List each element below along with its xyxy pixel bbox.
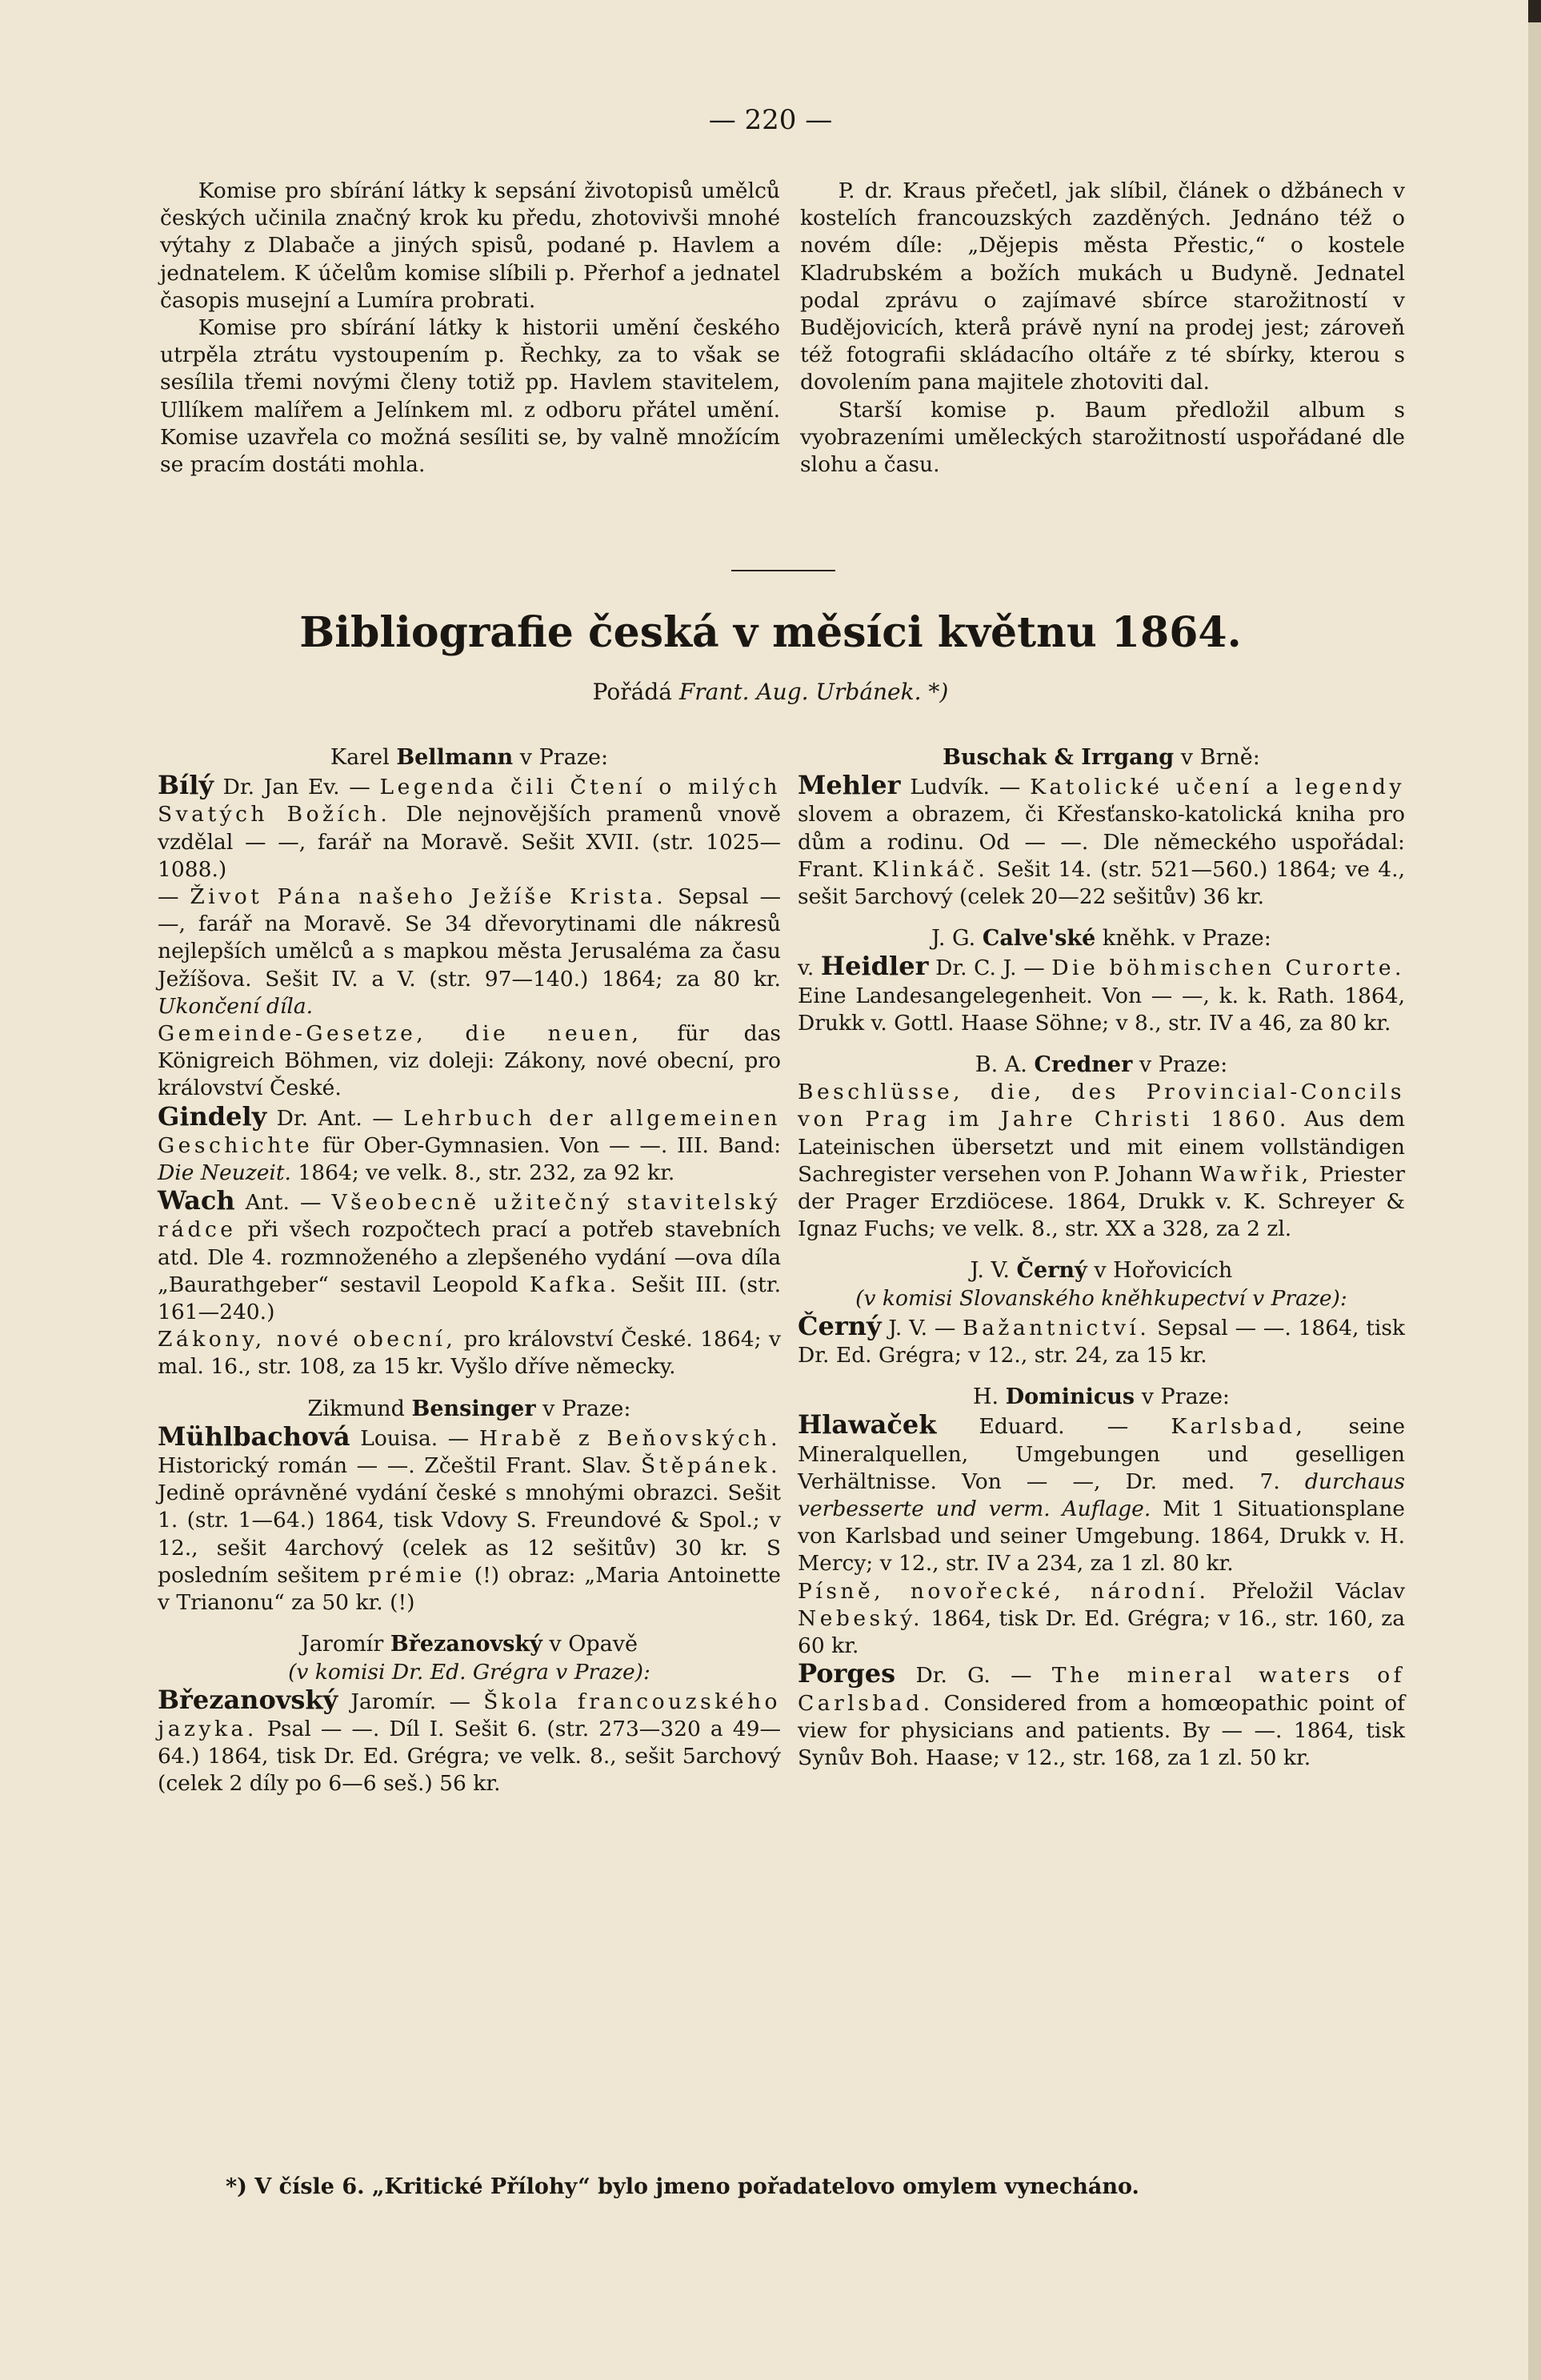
bibliography-entry: Písně, novořecké, národní. Přeložil Václav Nebeský. 1864, tisk Dr. Ed. Grégra; v 16., str. 160, za 60 kr. [798,1578,1405,1659]
paragraph: P. dr. Kraus přečetl, jak slíbil, článek o džbánech v kostelích francouzských zazděných. Jednáno též o novém díle: „Dějepis města Přestic,“ o kostele Kladrubském a božích mukách u Budyně. Jednatel podal zprávu o zajímavé sbírce starožitností v Budějovicích, kterå právě nyní na prodej jest; zároveň též fotografii skládacího oltáře z té sbírky, kterou s dovolením pana majitele zhotoviti dal. [800,178,1405,395]
bibliography-entry: Mühlbachová Louisa. — Hrabě z Beňovských. Historický román — —. Zčeštil Frant. Slav. Štěpánek. Jedině oprávněné vydání české s mnohými obrazci. Sešit 1. (str. 1—64.) 1864, tisk Vdovy S. Freundové & Spol.; v 12., sešit 4archový (celek as 12 sešitův) 30 kr. S posledním sešitem prémie (!) obraz: „Maria Antoinette v Trianonu“ za 50 kr. (!) [158,1420,781,1616]
publisher-heading: H. Dominicus v Praze: [972,1384,1231,1410]
publisher-heading: Buschak & Irrgang v Brně: [943,745,1260,770]
publisher-heading: J. G. Calve'ské kněhk. v Praze: [931,926,1271,952]
bibliography-entry: — Život Pána našeho Ježíše Krista. Sepsal — —, farář na Moravě. Se 34 dřevorytinami dle nákresů nejlepších umělců a s mapkou města Jerusaléma za času Ježíšova. Sešit IV. a V. (str. 97—140.) 1864; za 80 kr. Ukončení díla. [158,884,781,1019]
publisher-heading: Karel Bellmann v Praze: [330,745,609,770]
bibliography-entry: Bílý Dr. Jan Ev. — Legenda čili Čtení o milých Svatých Božích. Dle nejnovějších pramenů vnově vzdělal — —, farář na Moravě. Sešit XVII. (str. 1025—1088.) [158,770,781,882]
bibliography-entry: Březanovský Jaromír. — Škola francouzského jazyka. Psal — —. Díl I. Sešit 6. (str. 273—320 a 49—64.) 1864, tisk Dr. Ed. Grégra; ve velk. 8., sešit 5archový (celek 2 díly po 6—6 seš.) 56 kr. [158,1684,781,1797]
bibliography-entry: v. Heidler Dr. C. J. — Die böhmischen Curorte. Eine Landesangelegenheit. Von — —, k. k. Rath. 1864, Drukk v. Gottl. Haase Söhne; v 8., str. IV a 46, za 80 kr. [798,951,1405,1036]
bibliography-entry: Zákony, nové obecní, pro království České. 1864; v mal. 16., str. 108, za 15 kr. Vyšlo dříve německy. [158,1327,782,1380]
section-title: Bibliografie česká v měsíci květnu 1864. [299,608,1242,657]
bibliography-entry: Černý J. V. — Bažantnictví. Sepsal — —. 1864, tisk Dr. Ed. Grégra; v 12., str. 24, za 15 kr. [798,1310,1405,1368]
bibliography-entry: Wach Ant. — Všeobecně užitečný stavitelský rádce při všech rozpočtech prací a potřeb stavebních atd. Dle 4. rozmnoženého a zlepšeného vydání —ova díla „Baurathgeber“ sestavil Leopold Kafka. Sešit III. (str. 161—240.) [158,1185,781,1325]
paragraph: Komise pro sbírání látky k historii umění českého utrpěla ztrátu vystoupením p. Řechky, za to však se sesílila třemi novými členy totiž pp. Havlem stavitelem, Ullíkem malířem a Jelínkem ml. z odboru přátel umění. Komise uzavřela co možná sesíliti se, by valně množícím se pracím dostáti mohla. [160,315,780,478]
section-divider [731,570,835,571]
page-edge-mark [1528,0,1541,22]
publisher-note: (v komisi Slovanského kněhkupectví v Praze): [855,1285,1347,1311]
publisher-heading: J. V. Černý v Hořovicích [970,1258,1233,1284]
right-column [798,744,1405,1772]
top-left-column [160,178,780,479]
footnote: *) V čísle 6. „Kritické Přílohy“ bylo jmeno pořadatelovo omylem vynecháno. [226,2174,1139,2199]
bibliography-entry: Beschlüsse, die, des Provincial-Concils von Prag im Jahre Christi 1860. Aus dem Lateinischen übersetzt und mit einem vollständigen Sachregister versehen von P. Johann Wawřik, Priester der Prager Erzdiöcese. 1864, Drukk v. K. Schreyer & Ignaz Fuchs; ve velk. 8., str. XX a 328, za 2 zl. [798,1080,1405,1242]
bibliography-entry: Porges Dr. G. — The mineral waters of Carlsbad. Considered from a homœopathic point of view for physicians and patients. By — —. 1864, tisk Synův Boh. Haase; v 12., str. 168, za 1 zl. 50 kr. [798,1658,1405,1770]
top-right-column [800,178,1405,479]
bibliography-entry: Gindely Dr. Ant. — Lehrbuch der allgemeinen Geschichte für Ober-Gymnasien. Von — —. III. Band: Die Neuzeit. 1864; ve velk. 8., str. 232, za 92 kr. [158,1100,781,1186]
bibliography-entry: Mehler Ludvík. — Katolické učení a legendy slovem a obrazem, či Křesťansko-katolická kniha pro dům a rodinu. Od — —. Dle německého uspořádal: Frant. Klinkáč. Sešit 14. (str. 521—560.) 1864; ve 4., sešit 5archový (celek 20—22 sešitův) 36 kr. [798,770,1405,910]
publisher-heading: Jaromír Březanovský v Opavě [301,1632,638,1657]
bibliography-entry: Hlawaček Eduard. — Karlsbad, seine Mineralquellen, Umgebungen und geselligen Verhältnisse. Von — —, Dr. med. 7. durchaus verbesserte und verm. Auflage. Mit 1 Situationsplane von Karlsbad und seiner Umgebung. 1864, Drukk v. H. Mercy; v 12., str. IV a 234, za 1 zl. 80 kr. [798,1409,1406,1577]
section-subtitle [0,679,1541,705]
publisher-heading: B. A. Credner v Praze: [975,1052,1228,1078]
compiler-name: Frant. Aug. Urbánek. *) [678,679,949,705]
publisher-note: (v komisi Dr. Ed. Grégra v Praze): [288,1659,650,1685]
left-column [158,744,781,1798]
bibliography-entry: Gemeinde-Gesetze, die neuen, für das Königreich Böhmen, viz doleji: Zákony, nové obecní, pro království České. [158,1021,781,1101]
page-edge [1528,0,1541,2380]
paragraph: Starší komise p. Baum předložil album s vyobrazeními uměleckých starožitností uspořádané dle slohu a času. [800,397,1405,478]
publisher-heading: Zikmund Bensinger v Praze: [307,1396,631,1421]
compiled-by-label: Pořádá [592,679,672,705]
paragraph: Komise pro sbírání látky k sepsání životopisů umělců českých učinila značný krok ku předu, zhotovivši mnohé výtahy z Dlabače a jiných spisů, podané p. Havlem a jednatelem. K účelům komise slíbili p. Přerhof a jednatel časopis musejní a Lumíra probrati. [160,178,780,313]
page-number: — 220 — [708,104,833,136]
